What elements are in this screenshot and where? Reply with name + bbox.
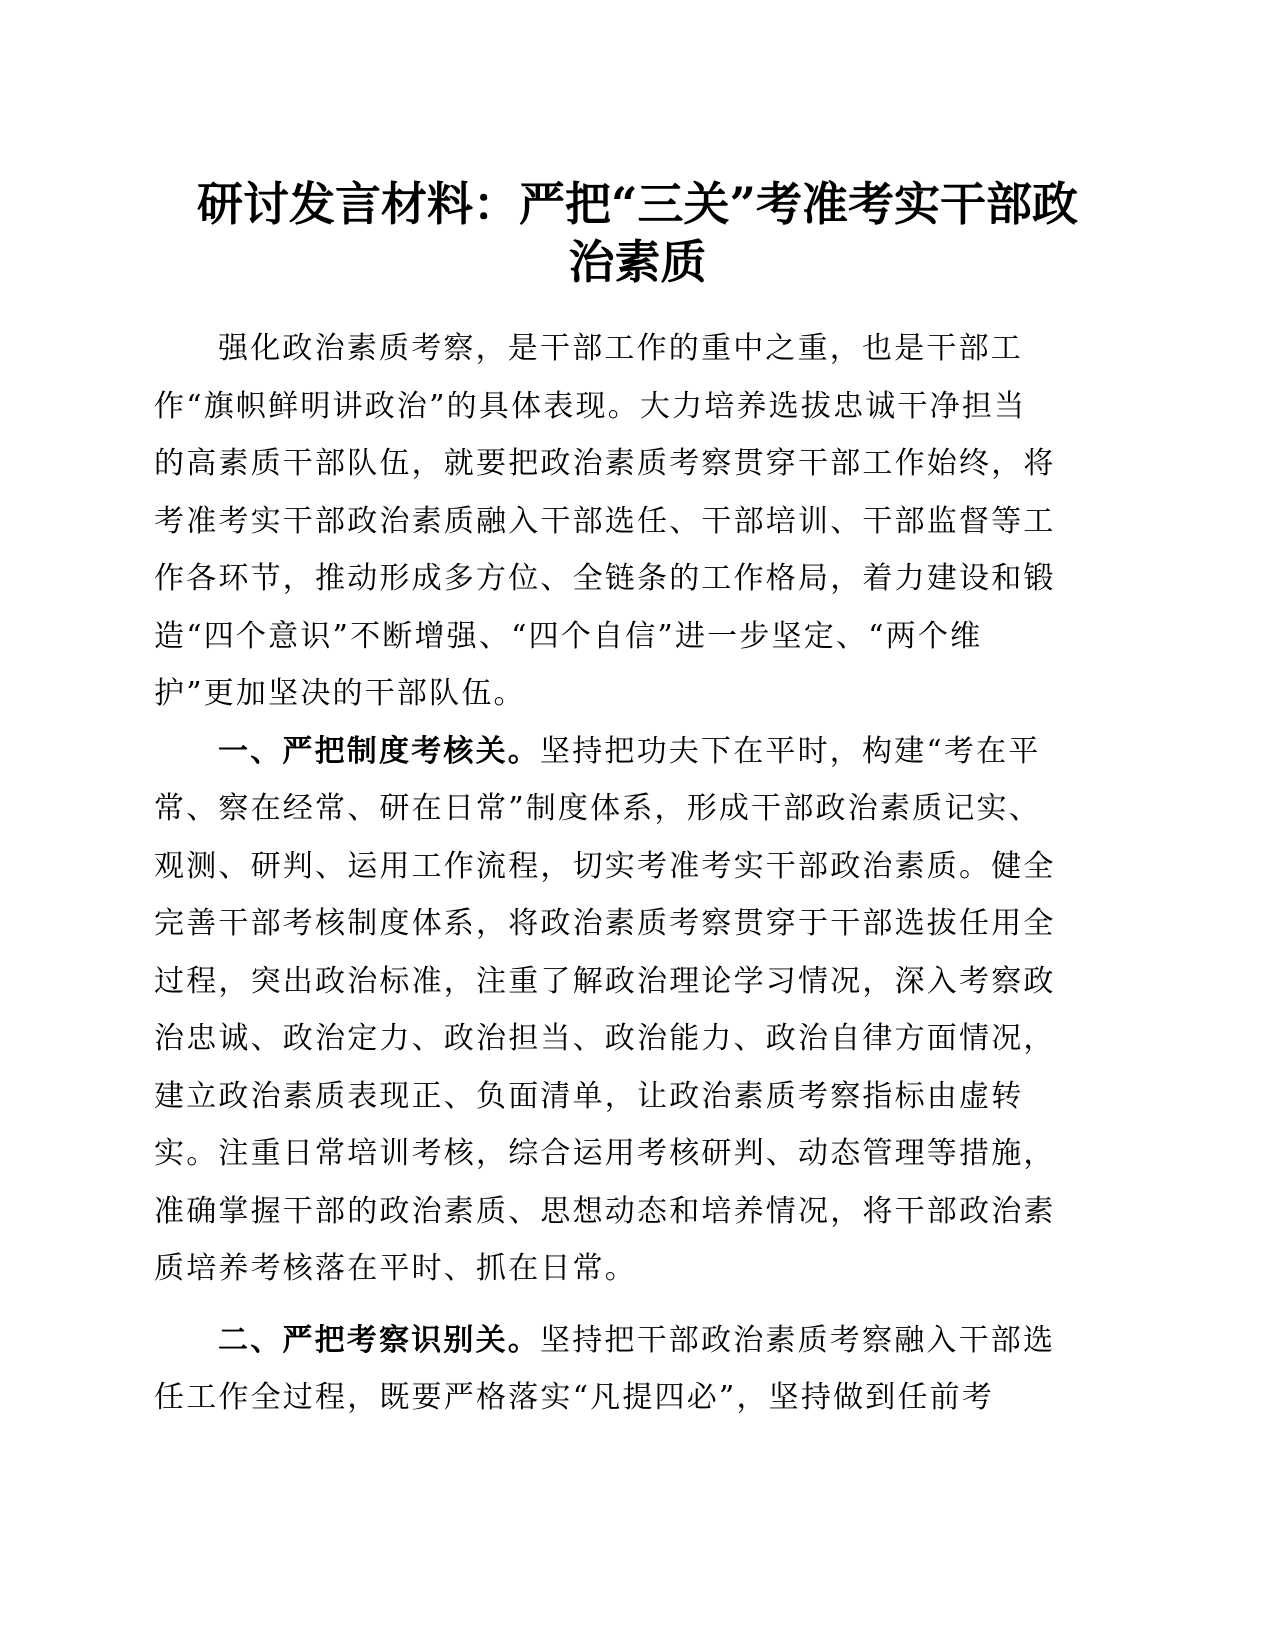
document-title: [150, 175, 1125, 291]
section-2-heading: 二、严把考察识别关。: [218, 1322, 540, 1358]
paragraph-line: 过程，突出政治标准，注重了解政治理论学习情况，深入考察政: [154, 963, 1056, 999]
section-1-first-line-text: 坚持把功夫下在平时，构建“考在平: [540, 733, 1041, 769]
paragraph-line: 准确掌握干部的政治素质、思想动态和培养情况，将干部政治素: [154, 1193, 1056, 1229]
paragraph-line: 常、察在经常、研在日常”制度体系，形成干部政治素质记实、: [154, 791, 1041, 826]
section-1-first-line: [154, 723, 1099, 781]
paragraph-line: 的高素质干部队伍，就要把政治素质考察贯穿干部工作始终，将: [154, 446, 1056, 481]
paragraph-gap: [154, 1298, 1099, 1312]
paragraph-line: 考准考实干部政治素质融入干部选任、干部培训、干部监督等工: [154, 503, 1056, 539]
title-line-2: 治素质: [568, 235, 707, 289]
title-line-1: 研讨发言材料：严把“三关”考准考实干部政: [197, 177, 1078, 231]
paragraph-line: 作“旗帜鲜明讲政治”的具体表现。大力培养选拔忠诚干净担当: [154, 388, 1027, 424]
paragraph-line: 强化政治素质考察，是干部工作的重中之重，也是干部工: [218, 331, 1023, 366]
paragraph-line: 完善干部考核制度体系，将政治素质考察贯穿于干部选拔任用全: [154, 906, 1056, 941]
paragraph-line: 作各环节，推动形成多方位、全链条的工作格局，着力建设和锻: [154, 561, 1056, 596]
paragraph-line: 任工作全过程，既要严格落实“凡提四必”，坚持做到任前考: [154, 1380, 995, 1415]
section-1-heading: 一、严把制度考核关。: [218, 733, 540, 769]
paragraph-line: 护”更加坚决的干部队伍。: [154, 676, 526, 711]
paragraph-line: 造“四个意识”不断增强、“四个自信”进一步坚定、“两个维: [154, 618, 983, 654]
paragraph-line: 质培养考核落在平时、抓在日常。: [154, 1251, 637, 1286]
section-2-first-line-text: 坚持把干部政治素质考察融入干部选: [540, 1322, 1056, 1358]
paragraph-line: 观测、研判、运用工作流程，切实考准考实干部政治素质。健全: [154, 848, 1056, 884]
document-body: [154, 320, 1099, 1427]
section-1: [154, 723, 1099, 1298]
intro-paragraph: [154, 320, 1099, 723]
section-2-first-line: [154, 1312, 1099, 1370]
section-2: [154, 1312, 1099, 1427]
paragraph-line: 实。注重日常培训考核，综合运用考核研判、动态管理等措施，: [154, 1136, 1056, 1171]
paragraph-line: 治忠诚、政治定力、政治担当、政治能力、政治自律方面情况，: [154, 1021, 1056, 1056]
paragraph-line: 建立政治素质表现正、负面清单，让政治素质考察指标由虚转: [154, 1078, 1024, 1114]
